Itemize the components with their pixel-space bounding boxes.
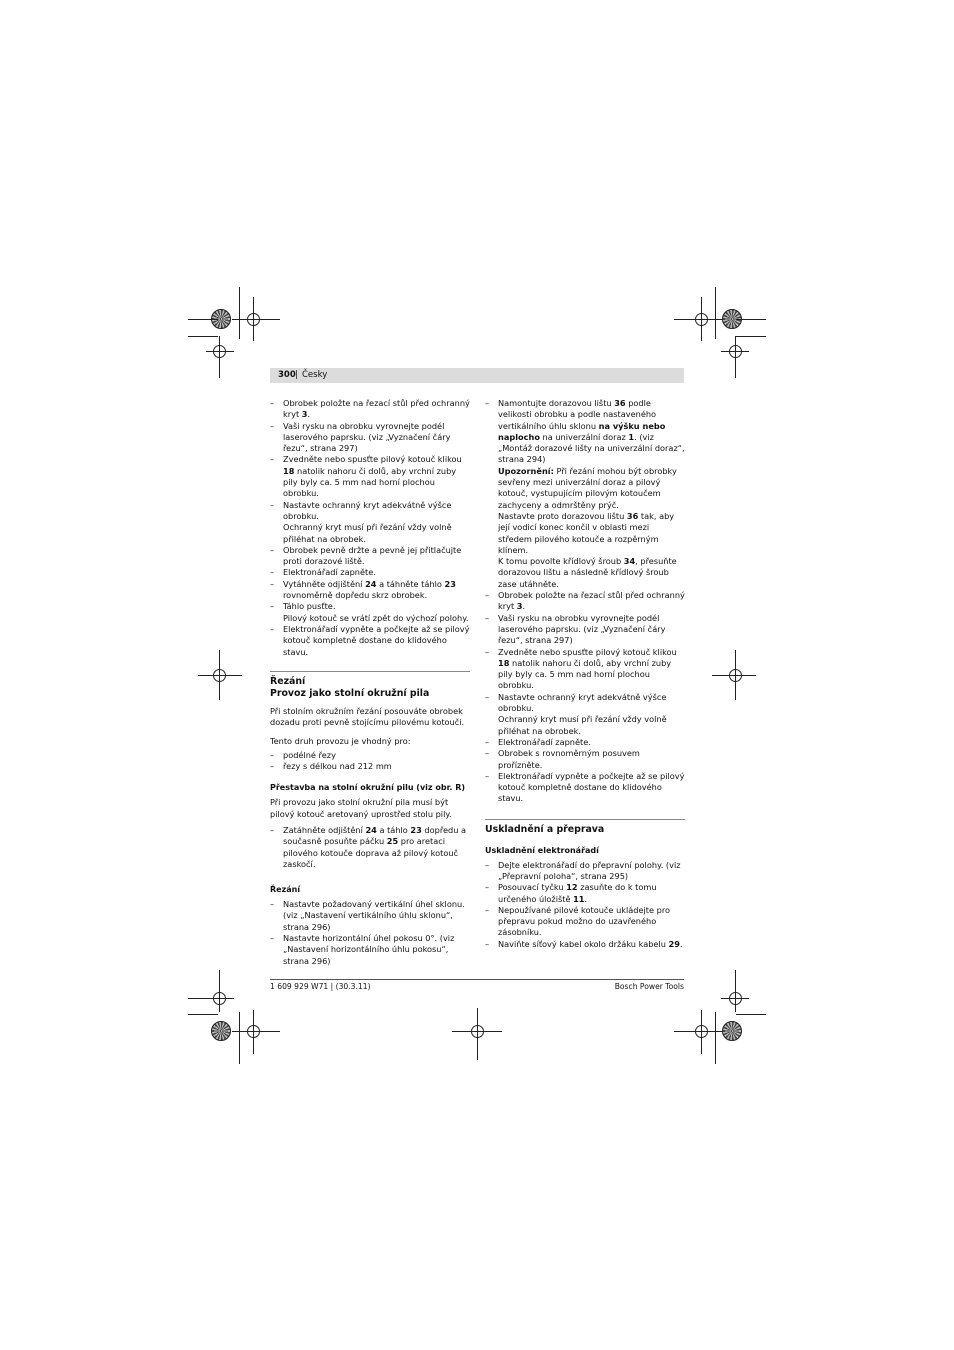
section-divider <box>485 819 685 820</box>
reference-number: 24 <box>365 578 377 589</box>
text-run: . <box>679 938 683 949</box>
registration-disc-icon <box>722 1021 742 1041</box>
reference-number: 29 <box>668 938 680 949</box>
list-item <box>270 545 470 568</box>
list-item <box>485 692 685 737</box>
reference-number: 18 <box>283 465 295 476</box>
subsection-title: Řezání <box>270 885 301 895</box>
crosshair-circle-icon <box>213 992 226 1005</box>
text-run: Nastavte požadovaný vertikální úhel sklonu. (viz „Nastavení vertikálního úhlu sklonu“, strana 296) <box>283 899 465 932</box>
section-divider <box>270 671 470 672</box>
text-run: řezy s délkou nad 212 mm <box>283 761 392 772</box>
text-run: Vaši rysku na obrobku vyrovnejte podél laserového paprsku. (viz „Vyznačení čáry řezu“, strana 297) <box>283 420 451 454</box>
reference-number: Upozornění: <box>498 465 554 476</box>
list-item <box>485 939 685 950</box>
text-run: dopředu a současně posuňte páčku <box>283 824 467 847</box>
paragraph: Při provozu jako stolní okružní pila musí být pilový kotouč aretovaný uprostřed stolu pily. <box>270 797 452 819</box>
list-item <box>270 601 470 624</box>
list-item <box>270 398 470 421</box>
crosshair-circle-icon <box>695 313 708 326</box>
text-run: Obrobek pevně držte a pevně jej přitlačujte proti dorazové liště. <box>283 544 462 567</box>
list-item <box>270 899 470 933</box>
paragraph: Tento druh provozu je vhodný pro: <box>270 736 411 747</box>
reference-number: 18 <box>498 657 510 668</box>
crosshair-circle-icon <box>213 669 226 682</box>
list-item <box>485 647 685 692</box>
text-run: a táhlo <box>376 824 411 835</box>
text-run: Elektronářadí vypněte a počkejte až se pilový kotouč kompletně dostane do klidového stavu. <box>283 623 470 657</box>
text-run: Obrobek položte na řezací stůl před ochranný kryt <box>498 590 685 612</box>
instruction-list <box>270 825 470 870</box>
reference-number: 36 <box>626 510 639 521</box>
footer-doc-number: 1 609 929 W71 | (30.3.11) <box>270 982 371 991</box>
list-item-note <box>498 511 685 556</box>
footer-divider <box>270 979 684 980</box>
text-run: Vytáhněte odjištění <box>283 578 366 589</box>
reference-number: 24 <box>365 824 377 835</box>
reference-number: 25 <box>386 836 399 847</box>
list-item <box>485 882 685 905</box>
crosshair-circle-icon <box>729 345 742 358</box>
list-item <box>270 454 470 499</box>
header-language: Česky <box>302 370 328 380</box>
list-item <box>485 860 685 883</box>
text-run: Nastavte horizontální úhel pokosu 0°. (viz „Nastavení horizontálního úhlu pokosu“, strana 296) <box>283 932 455 966</box>
text-run: podle velikosti obrobku a podle nastaveného vertikálního úhlu sklonu <box>498 398 657 431</box>
text-run: Elektronářadí zapněte. <box>498 736 591 747</box>
crosshair-circle-icon <box>695 1025 708 1038</box>
footer-brand: Bosch Power Tools <box>614 982 684 991</box>
text-run: K tomu povolte křídlový šroub <box>498 556 624 567</box>
use-list <box>270 750 470 773</box>
text-run: . <box>522 601 526 612</box>
list-item <box>270 750 470 761</box>
text-run: . (viz „Montáž dorazové lišty na univerzální doraz“, strana 294) <box>498 431 685 465</box>
reference-number: 3 <box>516 601 523 612</box>
text-run: . <box>584 893 588 904</box>
list-item <box>485 905 685 939</box>
text-run: Vaši rysku na obrobku vyrovnejte podél laserového paprsku. (viz „Vyznačení čáry řezu“, strana 297) <box>498 612 666 646</box>
text-run: zasuňte do k tomu určeného úložiště <box>498 882 657 904</box>
text-run: Posouvací tyčku <box>498 882 567 893</box>
crosshair-circle-icon <box>729 992 742 1005</box>
section-title: Uskladnění a přeprava <box>485 823 605 835</box>
list-item-note <box>498 466 685 511</box>
text-run: tak, aby její vodicí konec končil v oblasti mezi středem pilového kotouče a rozpěrným klínem. <box>498 510 675 555</box>
text-run: podélné řezy <box>283 749 336 760</box>
list-item <box>485 613 685 647</box>
crosshair-circle-icon <box>247 313 260 326</box>
text-run: natolik nahoru či dolů, aby vrchní zuby pily byly ca. 5 mm nad horní plochou obrobku. <box>283 465 457 499</box>
crosshair-circle-icon <box>247 1025 260 1038</box>
list-item <box>485 590 685 613</box>
list-item <box>270 567 470 578</box>
subsection-title: Uskladnění elektronářadí <box>485 845 599 855</box>
text-run: Táhlo pusťte. <box>283 601 336 612</box>
instruction-list <box>270 899 470 967</box>
text-run: rovnoměrně dopředu skrz obrobek. <box>283 590 428 601</box>
list-item <box>270 579 470 602</box>
list-item <box>485 748 685 771</box>
list-item-note: Ochranný kryt musí při řezání vždy volně přiléhat na obrobek. <box>283 522 452 544</box>
text-run: pro aretaci pilového kotouče doprava až pilový kotouč zaskočí. <box>283 836 459 869</box>
reference-number: 1 <box>628 431 635 442</box>
list-item-note <box>498 556 685 590</box>
right-column <box>485 398 685 950</box>
reference-number: 23 <box>410 824 422 835</box>
text-run: Naviňte síťový kabel okolo držáku kabelu <box>498 938 669 949</box>
text-run: a táhněte táhlo <box>376 578 445 589</box>
text-run: Dejte elektronářadí do přepravní polohy. (viz „Přepravní poloha“, strana 295) <box>498 859 681 881</box>
instruction-list <box>270 398 470 658</box>
section-subtitle: Provoz jako stolní okružní pila <box>270 687 430 699</box>
paragraph: Při stolním okružním řezání posouváte obrobek dozadu proti pevně stojícímu pilovému kotouči. <box>270 705 465 728</box>
instruction-list <box>485 398 685 805</box>
text-run: Nastavte proto dorazovou lištu <box>498 510 627 521</box>
crosshair-circle-icon <box>213 345 226 358</box>
reference-number: 23 <box>444 578 456 589</box>
list-item <box>485 398 685 590</box>
crosshair-circle-icon <box>471 1025 484 1038</box>
reference-number: 3 <box>301 409 308 420</box>
reference-number: 34 <box>623 556 636 567</box>
section-title: Řezání <box>270 675 306 687</box>
list-item <box>485 737 685 748</box>
text-run: Nastavte ochranný kryt adekvátně výšce obrobku. <box>498 691 667 714</box>
instruction-list <box>485 860 685 950</box>
list-item <box>270 933 470 967</box>
list-item <box>270 624 470 658</box>
subsection-title: Přestavba na stolní okružní pilu (viz obr. R) <box>270 783 466 793</box>
list-item <box>270 500 470 545</box>
reference-number: 11 <box>573 893 585 904</box>
text-run: natolik nahoru či dolů, aby vrchní zuby pily byly ca. 5 mm nad horní plochou obrobku. <box>498 657 672 691</box>
text-run: Při řezání mohou být obrobky sevřeny mezi univerzální doraz a pilový kotouč, vystupujícím pilovým kotoučem zachyceny a odmrštěny prýč. <box>498 465 677 510</box>
list-item <box>270 825 470 870</box>
reference-number: 12 <box>566 882 578 893</box>
page-header <box>270 368 684 383</box>
list-item-note: Pilový kotouč se vrátí zpět do výchozí polohy. <box>283 612 469 623</box>
text-run: , přesuňte dorazovou lištu a následně křídlový šroub zase utáhněte. <box>498 556 677 589</box>
left-column <box>270 398 470 967</box>
text-run: Elektronářadí vypněte a počkejte až se pilový kotouč kompletně dostane do klidového stavu. <box>498 770 685 804</box>
text-run: Zatáhněte odjištění <box>283 824 366 835</box>
text-run: . <box>307 409 311 420</box>
text-run: Zvedněte nebo spusťte pilový kotouč klikou <box>283 454 462 465</box>
text-run: Namontujte dorazovou lištu <box>498 398 615 408</box>
list-item <box>485 771 685 805</box>
registration-disc-icon <box>211 1021 231 1041</box>
reference-number: na výšku nebo naplocho <box>498 420 666 442</box>
text-run: Elektronářadí zapněte. <box>283 567 376 578</box>
text-run: Obrobek s rovnoměrným posuvem prořízněte. <box>498 748 640 770</box>
text-run: Nastavte ochranný kryt adekvátně výšce obrobku. <box>283 499 452 521</box>
crosshair-circle-icon <box>729 669 742 682</box>
text-run: na univerzální doraz <box>539 431 629 442</box>
list-item-note: Ochranný kryt musí při řezání vždy volně přiléhat na obrobek. <box>498 714 667 736</box>
text-run: Zvedněte nebo spusťte pilový kotouč klikou <box>498 646 677 657</box>
list-item <box>270 421 470 455</box>
list-item <box>270 761 470 772</box>
reference-number: 36 <box>614 398 626 408</box>
header-separator: | <box>295 370 298 380</box>
text-run: Nepoužívané pilové kotouče ukládejte pro přepravu pokud možno do uzavřeného zásobníku. <box>498 904 671 938</box>
page-number: 300 <box>278 370 296 380</box>
text-run: Obrobek položte na řezací stůl před ochranný kryt <box>283 398 470 420</box>
